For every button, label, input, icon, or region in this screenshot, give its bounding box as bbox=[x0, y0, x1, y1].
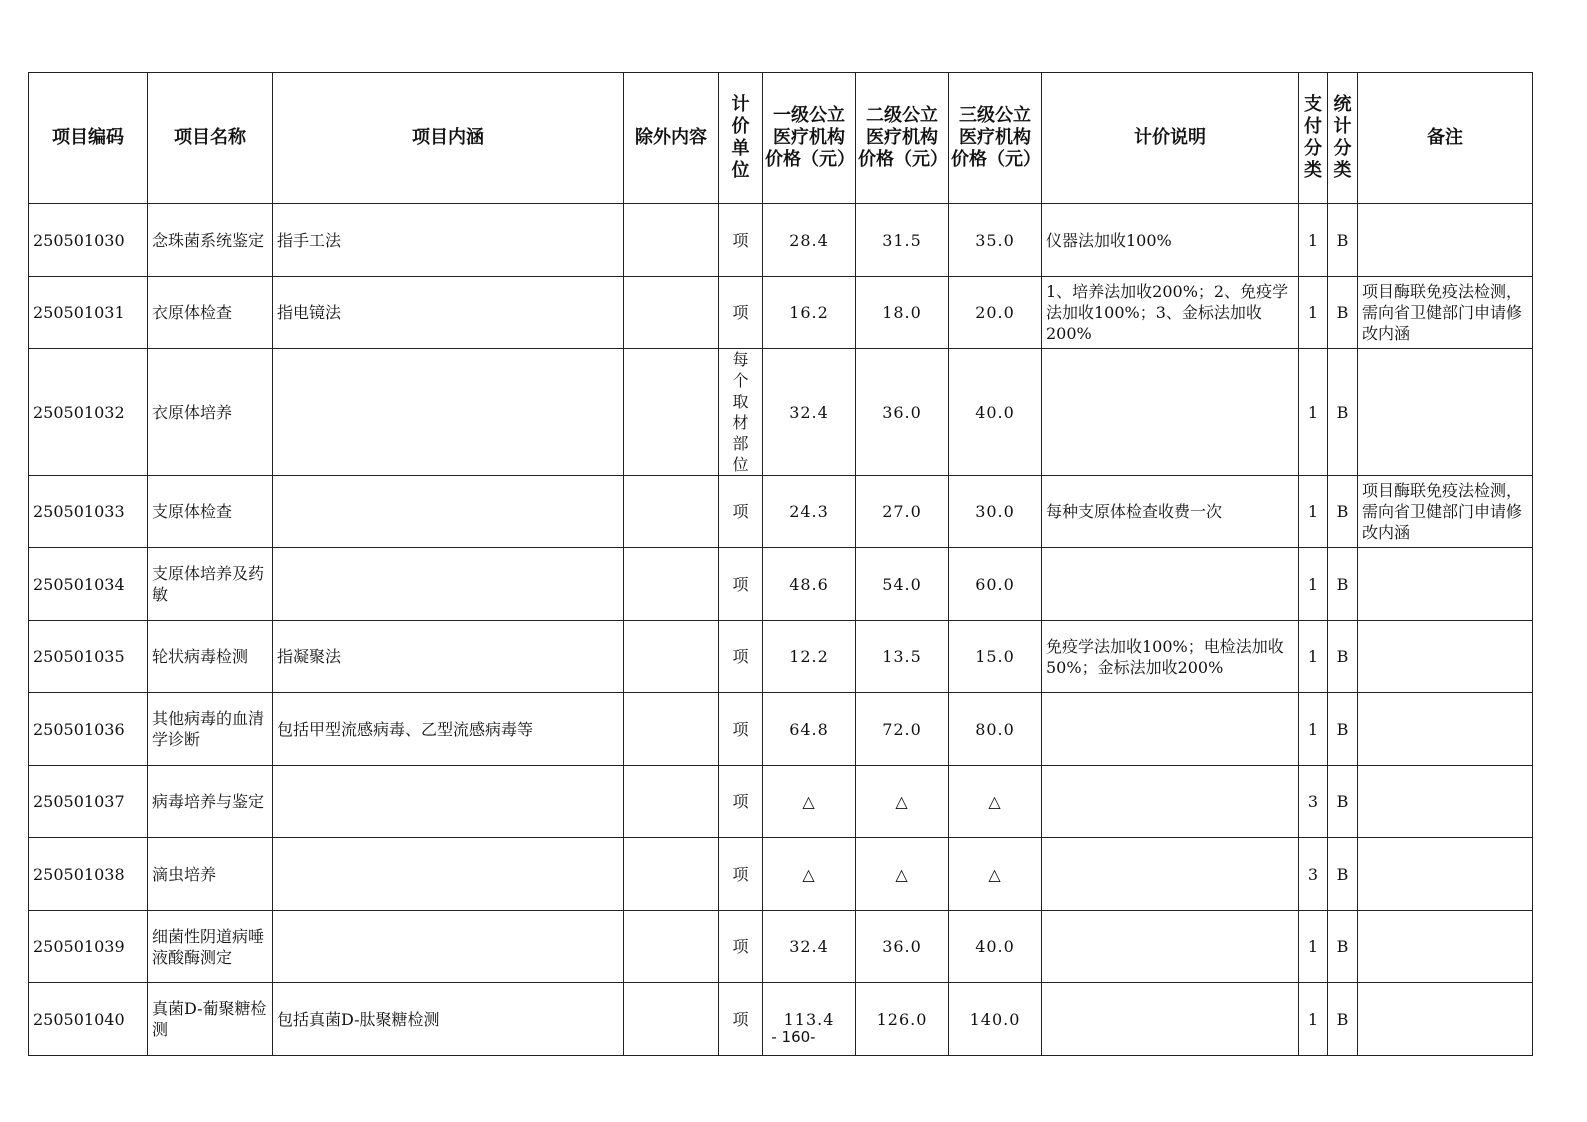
cell-price-level1: 113.4 bbox=[763, 983, 856, 1056]
cell-price-level2: 126.0 bbox=[856, 983, 949, 1056]
cell-content: 包括真菌D-肽聚糖检测 bbox=[273, 983, 624, 1056]
cell-payment: 3 bbox=[1299, 766, 1328, 838]
cell-pricing-note bbox=[1042, 838, 1299, 911]
cell-stat: B bbox=[1328, 693, 1358, 766]
cell-payment: 3 bbox=[1299, 838, 1328, 911]
cell-price-level1: 48.6 bbox=[763, 548, 856, 621]
cell-unit bbox=[719, 204, 763, 277]
cell-pricing-note bbox=[1042, 548, 1299, 621]
cell-unit-text: 项 bbox=[732, 864, 749, 884]
cell-code: 250501034 bbox=[29, 548, 148, 621]
cell-price-level3: △ bbox=[949, 838, 1042, 911]
cell-price-level1: △ bbox=[763, 838, 856, 911]
cell-price-level3: △ bbox=[949, 766, 1042, 838]
cell-exclusion bbox=[624, 277, 719, 349]
cell-content bbox=[273, 349, 624, 476]
cell-price-level1: 28.4 bbox=[763, 204, 856, 277]
cell-remark bbox=[1358, 349, 1533, 476]
cell-payment: 1 bbox=[1299, 693, 1328, 766]
cell-price-level3: 40.0 bbox=[949, 911, 1042, 983]
cell-price-level2: 18.0 bbox=[856, 277, 949, 349]
header-payment bbox=[1299, 73, 1328, 204]
header-price-level3: 三级公立医疗机构价格（元） bbox=[949, 73, 1042, 204]
cell-unit-text: 项 bbox=[732, 719, 749, 739]
cell-unit bbox=[719, 766, 763, 838]
cell-price-level1: 24.3 bbox=[763, 476, 856, 548]
header-stat bbox=[1328, 73, 1358, 204]
cell-name: 支原体检查 bbox=[148, 476, 273, 548]
cell-unit bbox=[719, 277, 763, 349]
cell-price-level3: 40.0 bbox=[949, 349, 1042, 476]
cell-content: 指手工法 bbox=[273, 204, 624, 277]
cell-stat: B bbox=[1328, 911, 1358, 983]
cell-remark: 项目酶联免疫法检测，需向省卫健部门申请修改内涵 bbox=[1358, 277, 1533, 349]
cell-unit-text: 项 bbox=[732, 792, 749, 811]
cell-exclusion bbox=[624, 349, 719, 476]
header-price-level2: 二级公立医疗机构价格（元） bbox=[856, 73, 949, 204]
header-code: 项目编码 bbox=[29, 73, 148, 204]
cell-remark: 项目酶联免疫法检测，需向省卫健部门申请修改内涵 bbox=[1358, 476, 1533, 548]
cell-stat: B bbox=[1328, 621, 1358, 693]
cell-content: 包括甲型流感病毒、乙型流感病毒等 bbox=[273, 693, 624, 766]
cell-code: 250501031 bbox=[29, 277, 148, 349]
header-content: 项目内涵 bbox=[273, 73, 624, 204]
cell-unit bbox=[719, 911, 763, 983]
cell-stat: B bbox=[1328, 204, 1358, 277]
cell-remark bbox=[1358, 204, 1533, 277]
cell-pricing-note: 1、培养法加收200%；2、免疫学法加收100%；3、金标法加收200% bbox=[1042, 277, 1299, 349]
table-row bbox=[29, 204, 1533, 277]
table-body bbox=[29, 204, 1533, 1056]
table-header-row bbox=[29, 73, 1533, 204]
cell-content bbox=[273, 911, 624, 983]
cell-content: 指凝聚法 bbox=[273, 621, 624, 693]
table-row bbox=[29, 349, 1533, 476]
header-payment-text: 支付分类 bbox=[1303, 94, 1322, 181]
cell-unit-text: 项 bbox=[732, 937, 749, 956]
cell-content bbox=[273, 548, 624, 621]
cell-price-level1: 32.4 bbox=[763, 349, 856, 476]
cell-price-level3: 80.0 bbox=[949, 693, 1042, 766]
cell-exclusion bbox=[624, 476, 719, 548]
cell-price-level2: 31.5 bbox=[856, 204, 949, 277]
cell-content bbox=[273, 476, 624, 548]
header-price-level1: 一级公立医疗机构价格（元） bbox=[763, 73, 856, 204]
cell-unit-text: 项 bbox=[732, 502, 749, 521]
cell-stat: B bbox=[1328, 838, 1358, 911]
cell-unit bbox=[719, 349, 763, 476]
cell-payment: 1 bbox=[1299, 277, 1328, 349]
table-row bbox=[29, 476, 1533, 548]
cell-price-level3: 15.0 bbox=[949, 621, 1042, 693]
cell-stat: B bbox=[1328, 476, 1358, 548]
cell-unit bbox=[719, 838, 763, 911]
table-row bbox=[29, 911, 1533, 983]
cell-stat: B bbox=[1328, 766, 1358, 838]
header-remark: 备注 bbox=[1358, 73, 1533, 204]
cell-price-level2: 72.0 bbox=[856, 693, 949, 766]
cell-unit bbox=[719, 548, 763, 621]
cell-code: 250501040 bbox=[29, 983, 148, 1056]
cell-price-level2: 13.5 bbox=[856, 621, 949, 693]
cell-name: 细菌性阴道病唾液酸酶测定 bbox=[148, 911, 273, 983]
cell-pricing-note bbox=[1042, 693, 1299, 766]
cell-code: 250501030 bbox=[29, 204, 148, 277]
cell-code: 250501037 bbox=[29, 766, 148, 838]
cell-name: 轮状病毒检测 bbox=[148, 621, 273, 693]
cell-price-level1: 12.2 bbox=[763, 621, 856, 693]
cell-payment: 1 bbox=[1299, 476, 1328, 548]
cell-pricing-note: 免疫学法加收100%；电检法加收50%；金标法加收200% bbox=[1042, 621, 1299, 693]
cell-exclusion bbox=[624, 621, 719, 693]
cell-unit bbox=[719, 621, 763, 693]
cell-price-level3: 60.0 bbox=[949, 548, 1042, 621]
cell-unit-text: 每个取材部位 bbox=[732, 350, 749, 474]
cell-price-level2: 27.0 bbox=[856, 476, 949, 548]
cell-remark bbox=[1358, 766, 1533, 838]
cell-unit-text: 项 bbox=[732, 574, 749, 594]
cell-unit-text: 项 bbox=[732, 647, 749, 666]
table-row bbox=[29, 277, 1533, 349]
cell-name: 其他病毒的血清学诊断 bbox=[148, 693, 273, 766]
cell-pricing-note: 仪器法加收100% bbox=[1042, 204, 1299, 277]
header-pricing-note: 计价说明 bbox=[1042, 73, 1299, 204]
cell-price-level1: 64.8 bbox=[763, 693, 856, 766]
cell-exclusion bbox=[624, 766, 719, 838]
cell-price-level2: △ bbox=[856, 766, 949, 838]
cell-name: 念珠菌系统鉴定 bbox=[148, 204, 273, 277]
cell-price-level1: △ bbox=[763, 766, 856, 838]
cell-price-level3: 20.0 bbox=[949, 277, 1042, 349]
cell-code: 250501038 bbox=[29, 838, 148, 911]
cell-name: 真菌D-葡聚糖检测 bbox=[148, 983, 273, 1056]
table-row bbox=[29, 621, 1533, 693]
header-name: 项目名称 bbox=[148, 73, 273, 204]
cell-content: 指电镜法 bbox=[273, 277, 624, 349]
cell-code: 250501033 bbox=[29, 476, 148, 548]
cell-price-level3: 35.0 bbox=[949, 204, 1042, 277]
cell-payment: 1 bbox=[1299, 911, 1328, 983]
table-row bbox=[29, 548, 1533, 621]
cell-exclusion bbox=[624, 548, 719, 621]
cell-price-level2: 54.0 bbox=[856, 548, 949, 621]
cell-pricing-note bbox=[1042, 766, 1299, 838]
cell-price-level1: 16.2 bbox=[763, 277, 856, 349]
cell-unit-text: 项 bbox=[732, 303, 749, 322]
cell-remark bbox=[1358, 838, 1533, 911]
cell-name: 支原体培养及药敏 bbox=[148, 548, 273, 621]
cell-code: 250501032 bbox=[29, 349, 148, 476]
header-stat-text: 统计分类 bbox=[1333, 94, 1352, 181]
cell-unit bbox=[719, 693, 763, 766]
page-number: - 160- bbox=[771, 1028, 816, 1046]
cell-price-level3: 30.0 bbox=[949, 476, 1042, 548]
cell-pricing-note: 每种支原体检查收费一次 bbox=[1042, 476, 1299, 548]
table-row bbox=[29, 766, 1533, 838]
table-row bbox=[29, 693, 1533, 766]
cell-exclusion bbox=[624, 911, 719, 983]
cell-stat: B bbox=[1328, 983, 1358, 1056]
cell-name: 病毒培养与鉴定 bbox=[148, 766, 273, 838]
cell-stat: B bbox=[1328, 277, 1358, 349]
header-unit bbox=[719, 73, 763, 204]
cell-remark bbox=[1358, 911, 1533, 983]
medical-price-table bbox=[28, 72, 1533, 1056]
cell-price-level1: 32.4 bbox=[763, 911, 856, 983]
cell-code: 250501039 bbox=[29, 911, 148, 983]
cell-exclusion bbox=[624, 838, 719, 911]
cell-content bbox=[273, 766, 624, 838]
cell-unit-text: 项 bbox=[732, 230, 749, 250]
cell-remark bbox=[1358, 621, 1533, 693]
cell-price-level2: △ bbox=[856, 838, 949, 911]
cell-unit-text: 项 bbox=[732, 1009, 749, 1029]
cell-payment: 1 bbox=[1299, 548, 1328, 621]
cell-price-level3: 140.0 bbox=[949, 983, 1042, 1056]
cell-price-level2: 36.0 bbox=[856, 349, 949, 476]
cell-remark bbox=[1358, 693, 1533, 766]
cell-exclusion bbox=[624, 204, 719, 277]
cell-stat: B bbox=[1328, 349, 1358, 476]
cell-name: 衣原体培养 bbox=[148, 349, 273, 476]
cell-exclusion bbox=[624, 693, 719, 766]
cell-code: 250501036 bbox=[29, 693, 148, 766]
cell-content bbox=[273, 838, 624, 911]
cell-payment: 1 bbox=[1299, 621, 1328, 693]
cell-price-level2: 36.0 bbox=[856, 911, 949, 983]
cell-name: 滴虫培养 bbox=[148, 838, 273, 911]
cell-payment: 1 bbox=[1299, 349, 1328, 476]
cell-remark bbox=[1358, 548, 1533, 621]
header-exclusion: 除外内容 bbox=[624, 73, 719, 204]
cell-pricing-note bbox=[1042, 911, 1299, 983]
cell-name: 衣原体检查 bbox=[148, 277, 273, 349]
cell-pricing-note bbox=[1042, 349, 1299, 476]
cell-payment: 1 bbox=[1299, 983, 1328, 1056]
header-unit-text: 计价单位 bbox=[731, 94, 750, 181]
cell-unit bbox=[719, 476, 763, 548]
cell-code: 250501035 bbox=[29, 621, 148, 693]
cell-stat: B bbox=[1328, 548, 1358, 621]
table-row bbox=[29, 838, 1533, 911]
cell-payment: 1 bbox=[1299, 204, 1328, 277]
